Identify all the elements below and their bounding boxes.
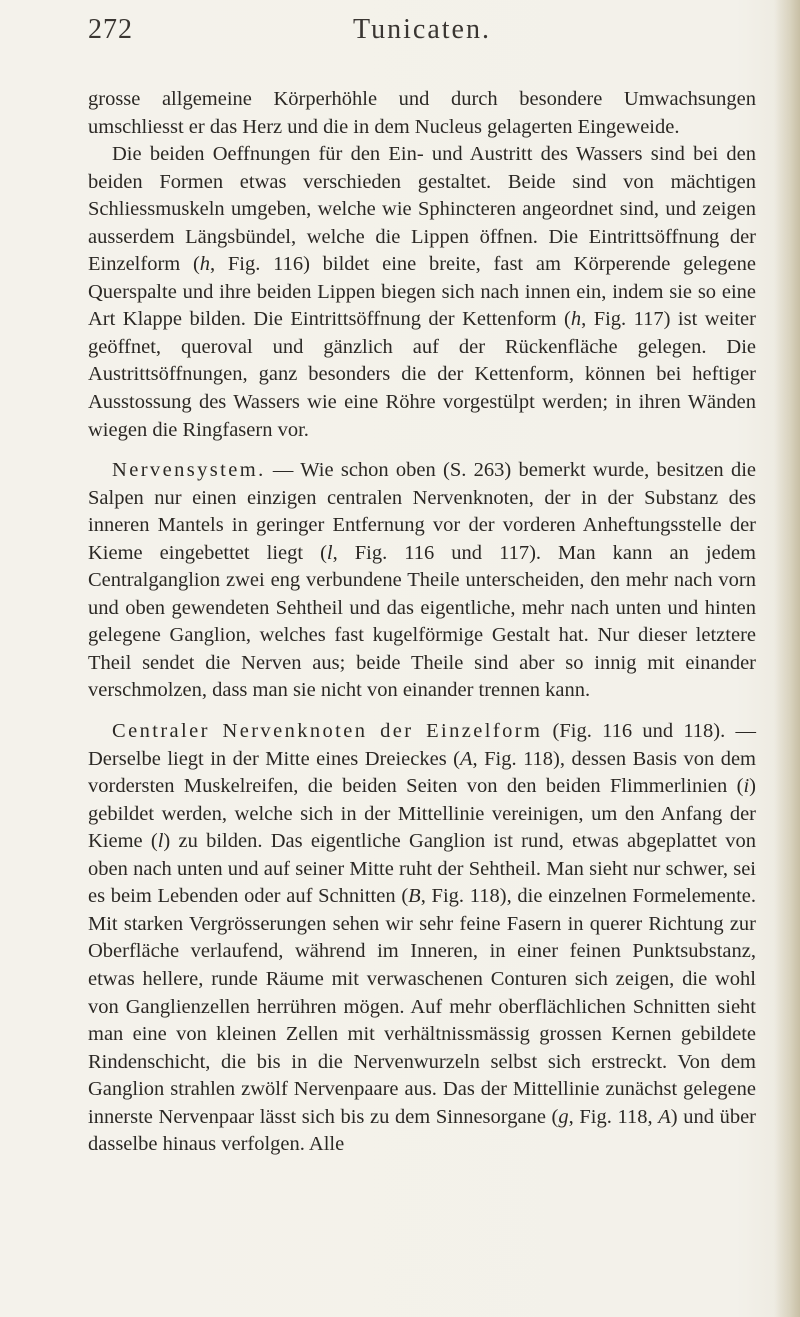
figure-letter: h <box>570 308 582 331</box>
figure-letter: A <box>658 1105 671 1128</box>
paragraph-3: Nervensystem. — Wie schon oben (S. 263) bemerkt wurde, besitzen die Salpen nur einen einzigen centralen Nervenknoten, der in der Substanz des inneren Mantels in geringer Entfernung vor der vorderen Anheftungsstelle der Kieme eingebettet liegt (l, Fig. 116 und 117). Man kann an jedem Centralganglion zwei eng verbundene Theile unterscheiden, den mehr nach vorn und oben gewendeten Sehtheil und das eigentliche, mehr nach unten und hinten gelegene Ganglion, welches fast kugelförmige Gestalt hat. Nur dieser letztere Theil sendet die Nerven aus; beide Theile sind aber so innig mit einander verschmolzen, dass man sie nicht von einander trennen kann. <box>88 459 756 702</box>
figure-letter: l <box>157 830 164 853</box>
figure-letter: i <box>743 775 750 798</box>
section-heading-centraler-nervenknoten: Centraler Nervenknoten der Einzelform <box>112 720 543 743</box>
page-edge-shadow <box>774 0 800 1317</box>
figure-letter: g <box>558 1105 569 1128</box>
page-header <box>88 14 756 54</box>
paragraph-4: Centraler Nervenknoten der Einzelform (Fig. 116 und 118). — Derselbe liegt in der Mitte eines Dreieckes (A, Fig. 118), dessen Basis von dem vordersten Muskelreifen, die beiden Seiten von den beiden Flimmerlinien (i) gebildet werden, welche sich in der Mittellinie vereinigen, um den Anfang der Kieme (l) zu bilden. Das eigentliche Ganglion ist rund, etwas abgeplattet von oben nach unten und auf seiner Mitte ruht der Sehtheil. Man sieht nur schwer, sei es beim Lebenden oder auf Schnitten (B, Fig. 118), die einzelnen Formelemente. Mit starken Vergrösserungen sehen wir sehr feine Fasern in querer Richtung zur Oberfläche verlaufend, während im Inneren, in einer feinen Punktsubstanz, etwas hellere, runde Räume mit verwaschenen Conturen sich zeigen, die wohl von Ganglienzellen herrühren mögen. Auf mehr oberflächlichen Schnitten sieht man eine von kleinen Zellen mit verhältnissmässig grossen Kernen gebildete Rindenschicht, die bis in die Nervenwurzeln selbst sich erstreckt. Von dem Ganglion strahlen zwölf Nervenpaare aus. Das der Mittellinie zunächst gelegene innerste Nervenpaar lässt sich bis zu dem Sinnesorgane (g, Fig. 118, A) und über dasselbe hinaus verfolgen. Alle <box>88 720 757 1156</box>
page-number: 272 <box>88 14 133 45</box>
section-heading-nervensystem: Nervensystem. <box>112 459 266 482</box>
figure-letter: A <box>460 747 473 770</box>
figure-letter: l <box>326 541 333 564</box>
running-head: Tunicaten. <box>353 14 491 45</box>
figure-letter: B <box>408 885 421 908</box>
body-text <box>88 86 756 1159</box>
paragraph-1: grosse allgemeine Körperhöhle und durch besondere Umwachsungen umschliesst er das Herz und die in dem Nucleus gelagerten Eingeweide. <box>88 88 756 138</box>
paragraph-2: Die beiden Oeffnungen für den Ein- und Austritt des Wassers sind bei den beiden Formen etwas verschieden gestaltet. Beide sind von mächtigen Schliessmuskeln umgeben, welche wie Sphincteren angeordnet sind, und zeigen ausserdem Längsbündel, welche die Lippen öffnen. Die Eintrittsöffnung der Einzelform (h, Fig. 116) bildet eine breite, fast am Körperende gelegene Querspalte und ihre beiden Lippen biegen sich nach innen ein, indem sie so eine Art Klappe bilden. Die Eintrittsöffnung der Kettenform (h, Fig. 117) ist weiter geöffnet, queroval und gänzlich auf der Rückenfläche gelegen. Die Austrittsöffnungen, ganz besonders die der Kettenform, können bei heftiger Ausstossung des Wassers wie eine Röhre vorgestülpt werden; in ihren Wänden wiegen die Ringfasern vor. <box>88 143 756 441</box>
figure-letter: h <box>199 253 211 276</box>
